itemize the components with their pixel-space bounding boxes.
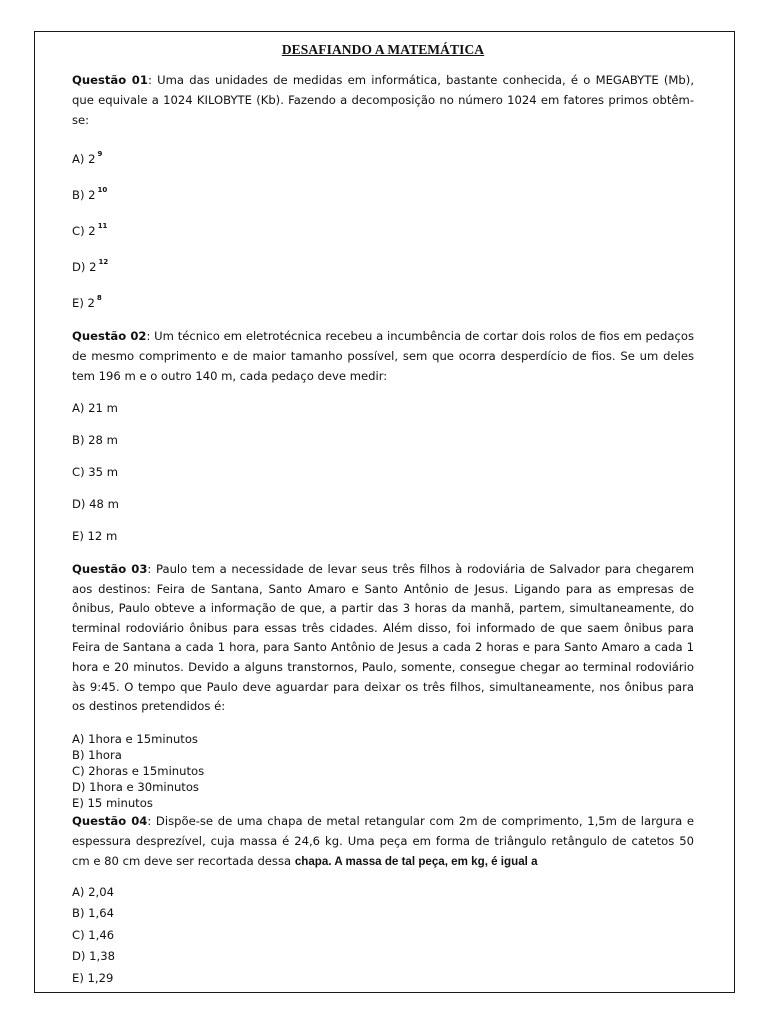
question-01-option-e: [72, 291, 694, 311]
option-exponent: 9: [97, 150, 103, 158]
question-03-text: [72, 560, 694, 717]
option-letter: D) 2: [72, 260, 97, 274]
question-03-option-a: A) 1hora e 15minutos: [72, 731, 198, 746]
option-letter: B) 2: [72, 188, 96, 202]
question-01-options: [72, 147, 694, 311]
option-exponent: 10: [97, 186, 108, 194]
question-04-text: [72, 811, 694, 872]
question-02-option-e: E) 12 m: [72, 529, 118, 543]
question-03-option-e: E) 15 minutos: [72, 795, 153, 810]
question-03-body: : Paulo tem a necessidade de levar seus três filhos à rodoviária de Salvador para chegarem aos destinos: Feira de Santana, Santo Amaro e Santo Antônio de Jesus. Ligando para as empresas de ônibus, Paulo obteve a informação de que, a partir das 3 horas da manhã, partem, simultaneamente, do terminal rodoviário ônibus para essas três cidades. Além disso, foi informado de que saem ônibus para Feira de Santana a cada 1 hora, para Santo Antônio de Jesus a cada 2 horas e para Santo Amaro a cada 1 hora e 20 minutos. Devido a alguns transtornos, Paulo, somente, consegue chegar ao terminal rodoviário às 9:45. O tempo que Paulo deve aguardar para deixar os três filhos, simultaneamente, nos ônibus para os destinos pretendidos é:: [72, 562, 694, 714]
option-exponent: 11: [97, 222, 108, 230]
option-exponent: 8: [96, 294, 102, 302]
question-01-text: [72, 70, 694, 130]
question-04-label: Questão 04: [72, 813, 148, 828]
question-04-options: [72, 882, 694, 990]
question-04-emphasis: chapa. A massa de tal peça, em kg, é igual a: [294, 854, 538, 868]
question-03-label: Questão 03: [72, 562, 148, 576]
question-04-option-d: D) 1,38: [72, 949, 115, 964]
question-02-text: [72, 326, 694, 386]
question-03-option-d: D) 1hora e 30minutos: [72, 779, 199, 794]
document-title: DESAFIANDO A MATEMÁTICA: [281, 42, 485, 57]
question-04-option-b: B) 1,64: [72, 906, 114, 921]
question-04-option-c: C) 1,46: [72, 927, 115, 942]
question-02-option-c: C) 35 m: [72, 465, 119, 479]
question-01-option-a: [72, 147, 694, 167]
question-03-options: [72, 731, 694, 811]
question-04-option-a: A) 2,04: [72, 884, 114, 899]
question-02-option-b: B) 28 m: [72, 433, 118, 447]
question-02-label: Questão 02: [72, 329, 147, 343]
question-02-body: : Um técnico em eletrotécnica recebeu a incumbência de cortar dois rolos de fios em pedaços de mesmo comprimento e de maior tamanho possível, sem que ocorra desperdício de fios. Se um deles tem 196 m e o outro 140 m, cada pedaço deve medir:: [72, 329, 695, 383]
option-exponent: 12: [98, 258, 109, 266]
option-letter: A) 2: [72, 152, 96, 166]
question-02-option-d: D) 48 m: [72, 497, 119, 511]
question-01-option-b: [72, 183, 694, 203]
question-02-options: [72, 401, 694, 544]
option-letter: E) 2: [72, 296, 95, 310]
question-02-option-a: A) 21 m: [72, 401, 118, 415]
question-01-option-c: [72, 219, 694, 239]
question-01-body: : Uma das unidades de medidas em informática, bastante conhecida, é o MEGABYTE (Mb), que equivale a 1024 KILOBYTE (Kb). Fazendo a decomposição no número 1024 em fatores primos obtêm-se:: [72, 73, 694, 127]
question-01-option-d: [72, 255, 694, 275]
document-page: [72, 42, 694, 989]
question-01-label: Questão 01: [72, 73, 148, 87]
question-04-option-e: E) 1,29: [72, 970, 114, 985]
question-03-option-c: C) 2horas e 15minutos: [72, 763, 205, 778]
question-03-option-b: B) 1hora: [72, 747, 122, 762]
question-04-body: : Dispõe-se de uma chapa de metal retangular com 2m de comprimento, 1,5m de largura e espessura desprezível, cuja massa é 24,6 kg. Uma peça em forma de triângulo retângulo de catetos 50 cm e 80 cm deve ser recortada dessa: [72, 813, 694, 868]
option-letter: C) 2: [72, 224, 96, 238]
